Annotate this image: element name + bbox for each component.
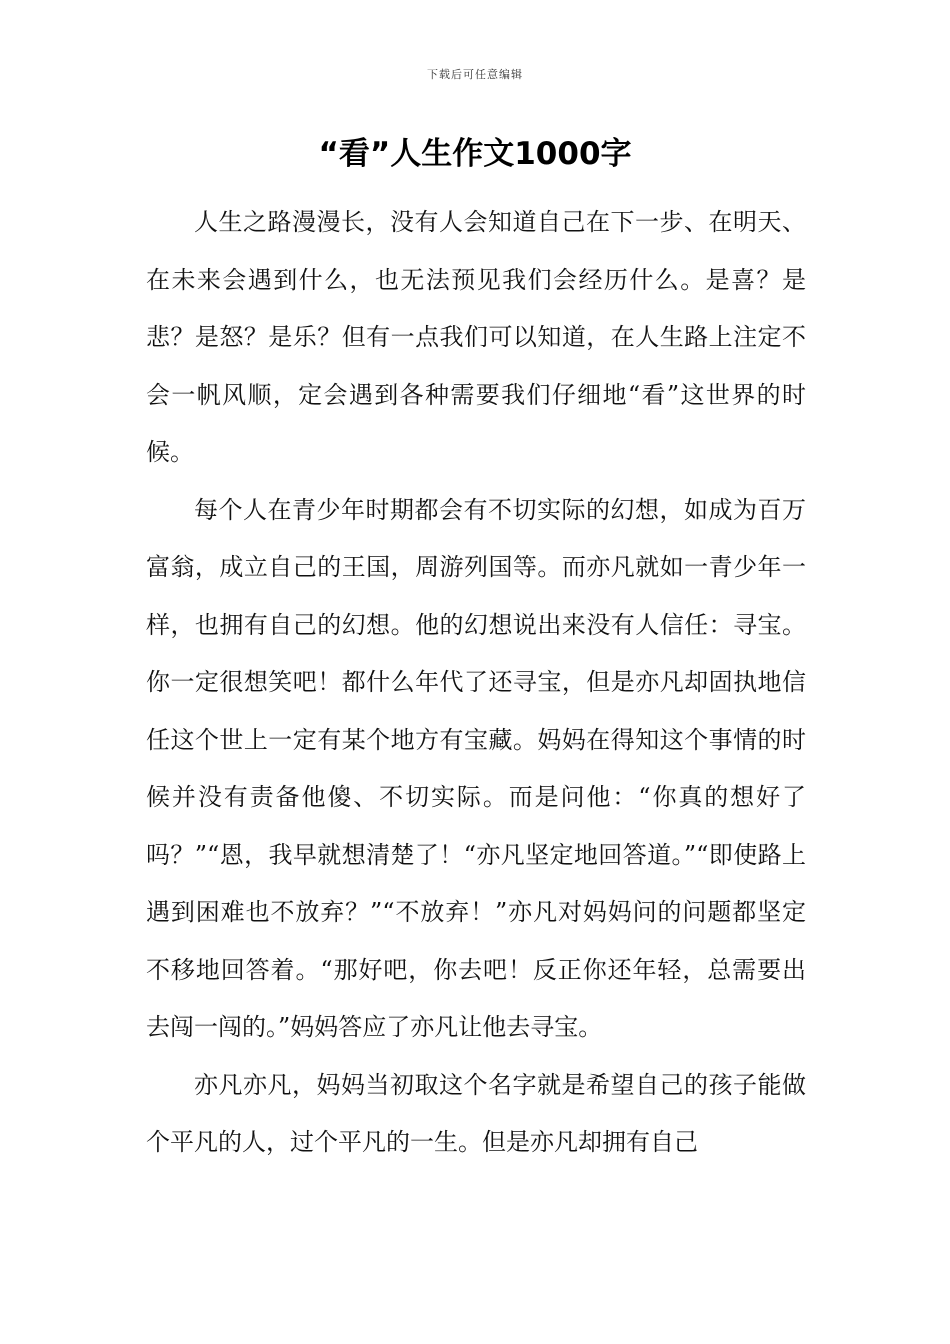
page-header-note: 下载后可任意编辑 xyxy=(427,68,523,81)
paragraph-1: 人生之路漫漫长，没有人会知道自己在下一步、在明天、在未来会遇到什么，也无法预见我们会经历什么。是喜？是悲？是怒？是乐？但有一点我们可以知道，在人生路上注定不会一帆风顺，定会遇到各种需要我们仔细地“看”这世界的时候。 xyxy=(146,208,806,466)
page-title: “看”人生作文1000字 xyxy=(318,136,632,172)
paragraph-3: 亦凡亦凡，妈妈当初取这个名字就是希望自己的孩子能做个平凡的人，过个平凡的一生。但是亦凡却拥有自己 xyxy=(146,1070,806,1156)
paragraph-2: 每个人在青少年时期都会有不切实际的幻想，如成为百万富翁，成立自己的王国，周游列国等。而亦凡就如一青少年一样，也拥有自己的幻想。他的幻想说出来没有人信任：寻宝。你一定很想笑吧！都什么年代了还寻宝，但是亦凡却固执地信任这个世上一定有某个地方有宝藏。妈妈在得知这个事情的时候并没有责备他傻、不切实际。而是问他：“你真的想好了吗？”“恩，我早就想清楚了！“亦凡坚定地回答道。”“即使路上遇到困难也不放弃？”“不放弃！”亦凡对妈妈问的问题都坚定不移地回答着。“那好吧，你去吧！反正你还年轻，总需要出去闯一闯的。”妈妈答应了亦凡让他去寻宝。 xyxy=(146,495,806,1041)
document-body xyxy=(146,194,806,1172)
